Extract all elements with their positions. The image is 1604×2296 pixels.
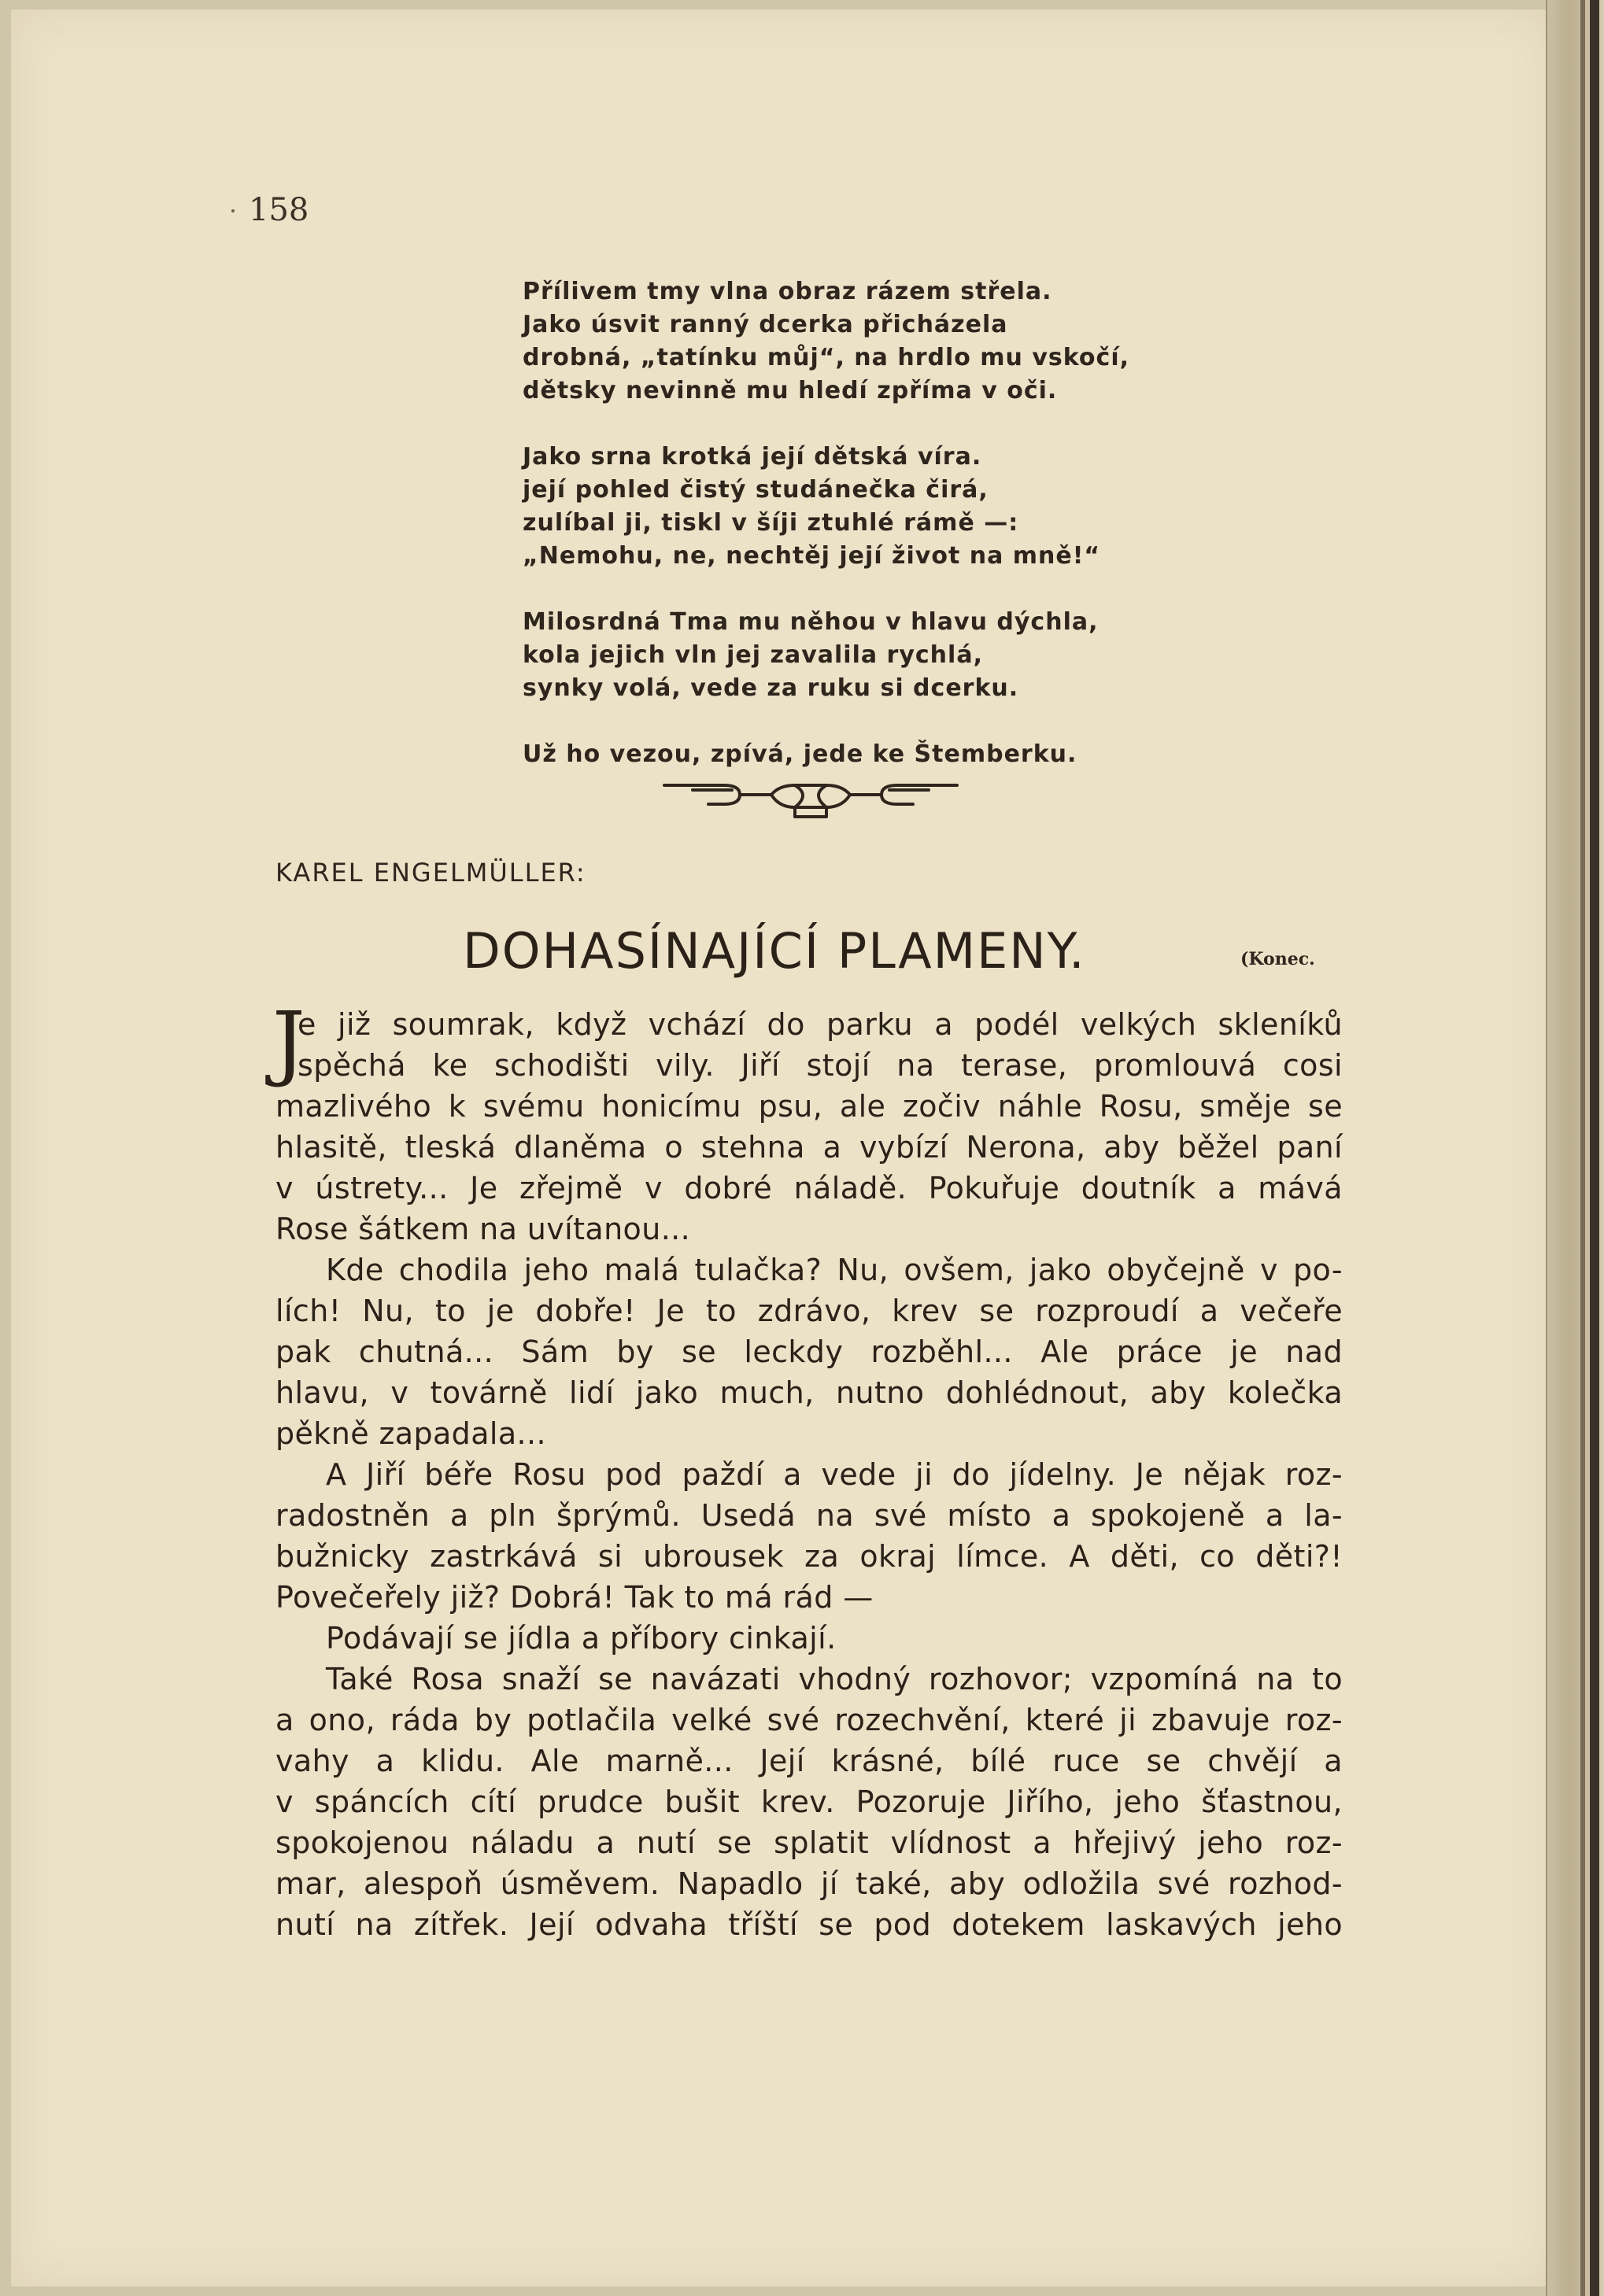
poem-line: zulíbal ji, tiskl v šíji ztuhlé rámě —: bbox=[523, 509, 1019, 537]
poem-line: Jako úsvit ranný dcerka přicházela bbox=[523, 311, 1008, 338]
text-line: Kde chodila jeho malá tulačka? Nu, ovšem, jako obyčejně v po- bbox=[326, 1253, 1343, 1287]
poem-line: Přílivem tmy vlna obraz rázem střela. bbox=[523, 278, 1052, 305]
poem-line: Jako srna krotká její dětská víra. bbox=[523, 443, 982, 471]
poem-line: „Nemohu, ne, nechtěj její život na mně!“ bbox=[523, 542, 1101, 570]
poem-stanza bbox=[523, 606, 1231, 705]
text-line: Podávají se jídla a příbory cinkají. bbox=[326, 1621, 837, 1656]
ornament-divider-icon bbox=[661, 771, 960, 818]
text-line: mazlivého k svému honicímu psu, ale zočiv náhle Rosu, směje se bbox=[275, 1089, 1343, 1124]
poem-stanza bbox=[523, 738, 1231, 771]
text-line: Rose šátkem na uvítanou... bbox=[275, 1212, 691, 1246]
text-line: a ono, ráda by potlačila velké své rozechvění, které ji zbavuje roz- bbox=[275, 1703, 1343, 1737]
text-line: spěchá ke schodišti vily. Jiří stojí na terase, promlouvá cosi bbox=[298, 1048, 1343, 1083]
binding-shadow bbox=[1580, 0, 1585, 2296]
text-line: A Jiří béře Rosu pod paždí a vede ji do jídelny. Je nějak roz- bbox=[326, 1457, 1343, 1492]
page-edge bbox=[1546, 0, 1604, 2296]
poem-stanza bbox=[523, 441, 1231, 573]
text-line: mar, alespoň úsměvem. Napadlo jí také, aby odložila své rozhod- bbox=[275, 1866, 1343, 1901]
poem-line: Milosrdná Tma mu něhou v hlavu dýchla, bbox=[523, 608, 1099, 636]
drop-cap: J bbox=[272, 994, 305, 1090]
text-line: vahy a klidu. Ale marně... Její krásné, bílé ruce se chvějí a bbox=[275, 1744, 1343, 1778]
text-line: radostněn a pln šprýmů. Usedá na své místo a spokojeně a la- bbox=[275, 1498, 1343, 1533]
poem-line: dětsky nevinně mu hledí zpříma v oči. bbox=[523, 377, 1058, 404]
poem bbox=[523, 275, 1231, 804]
story-text bbox=[275, 1004, 1343, 1945]
text-line: pěkně zapadala... bbox=[275, 1416, 546, 1451]
text-line: hlavu, v továrně lidí jako much, nutno dohlédnout, aby kolečka bbox=[275, 1375, 1343, 1410]
text-line: v spáncích cítí prudce bušit krev. Pozoruje Jiřího, jeho šťastnou, bbox=[275, 1785, 1343, 1819]
poem-line: kola jejich vln jej zavalila rychlá, bbox=[523, 641, 983, 669]
poem-line: synky volá, vede za ruku si dcerku. bbox=[523, 674, 1019, 702]
text-line: bužnicky zastrkává si ubrousek za okraj límce. A děti, co děti?! bbox=[275, 1539, 1343, 1574]
text-line: v ústrety... Je zřejmě v dobré náladě. Pokuřuje doutník a mává bbox=[275, 1171, 1343, 1205]
text-line: spokojenou náladu a nutí se splatit vlídnost a hřejivý jeho roz- bbox=[275, 1825, 1343, 1860]
story-note: (Konec. bbox=[1240, 949, 1315, 969]
text-line: Také Rosa snaží se navázati vhodný rozhovor; vzpomíná na to bbox=[326, 1662, 1343, 1696]
poem-line: drobná, „tatínku můj“, na hrdlo mu vskočí, bbox=[523, 344, 1129, 371]
page-number: 158 bbox=[249, 192, 309, 228]
poem-stanza bbox=[523, 275, 1231, 408]
text-line: e již soumrak, když vchází do parku a podél velkých skleníků bbox=[298, 1007, 1343, 1042]
text-line: nutí na zítřek. Její odvaha tříští se pod dotekem laskavých jeho bbox=[275, 1907, 1343, 1942]
poem-line: její pohled čistý studánečka čirá, bbox=[523, 476, 989, 504]
story-title: DOHASÍNAJÍCÍ PLAMENY. bbox=[463, 922, 1086, 980]
text-line: pak chutná... Sám by se leckdy rozběhl... Ale práce je nad bbox=[275, 1334, 1343, 1369]
text-line: lích! Nu, to je dobře! Je to zdrávo, krev se rozproudí a večeře bbox=[275, 1294, 1343, 1328]
text-line: Povečeřely již? Dobrá! Tak to má rád — bbox=[275, 1580, 874, 1615]
author-name: KAREL ENGELMÜLLER: bbox=[275, 858, 586, 888]
text-line: hlasitě, tleská dlaněma o stehna a vybízí Nerona, aby běžel paní bbox=[275, 1130, 1343, 1165]
binding-edge bbox=[1590, 0, 1599, 2296]
poem-line: Už ho vezou, zpívá, jede ke Štemberku. bbox=[523, 740, 1077, 768]
